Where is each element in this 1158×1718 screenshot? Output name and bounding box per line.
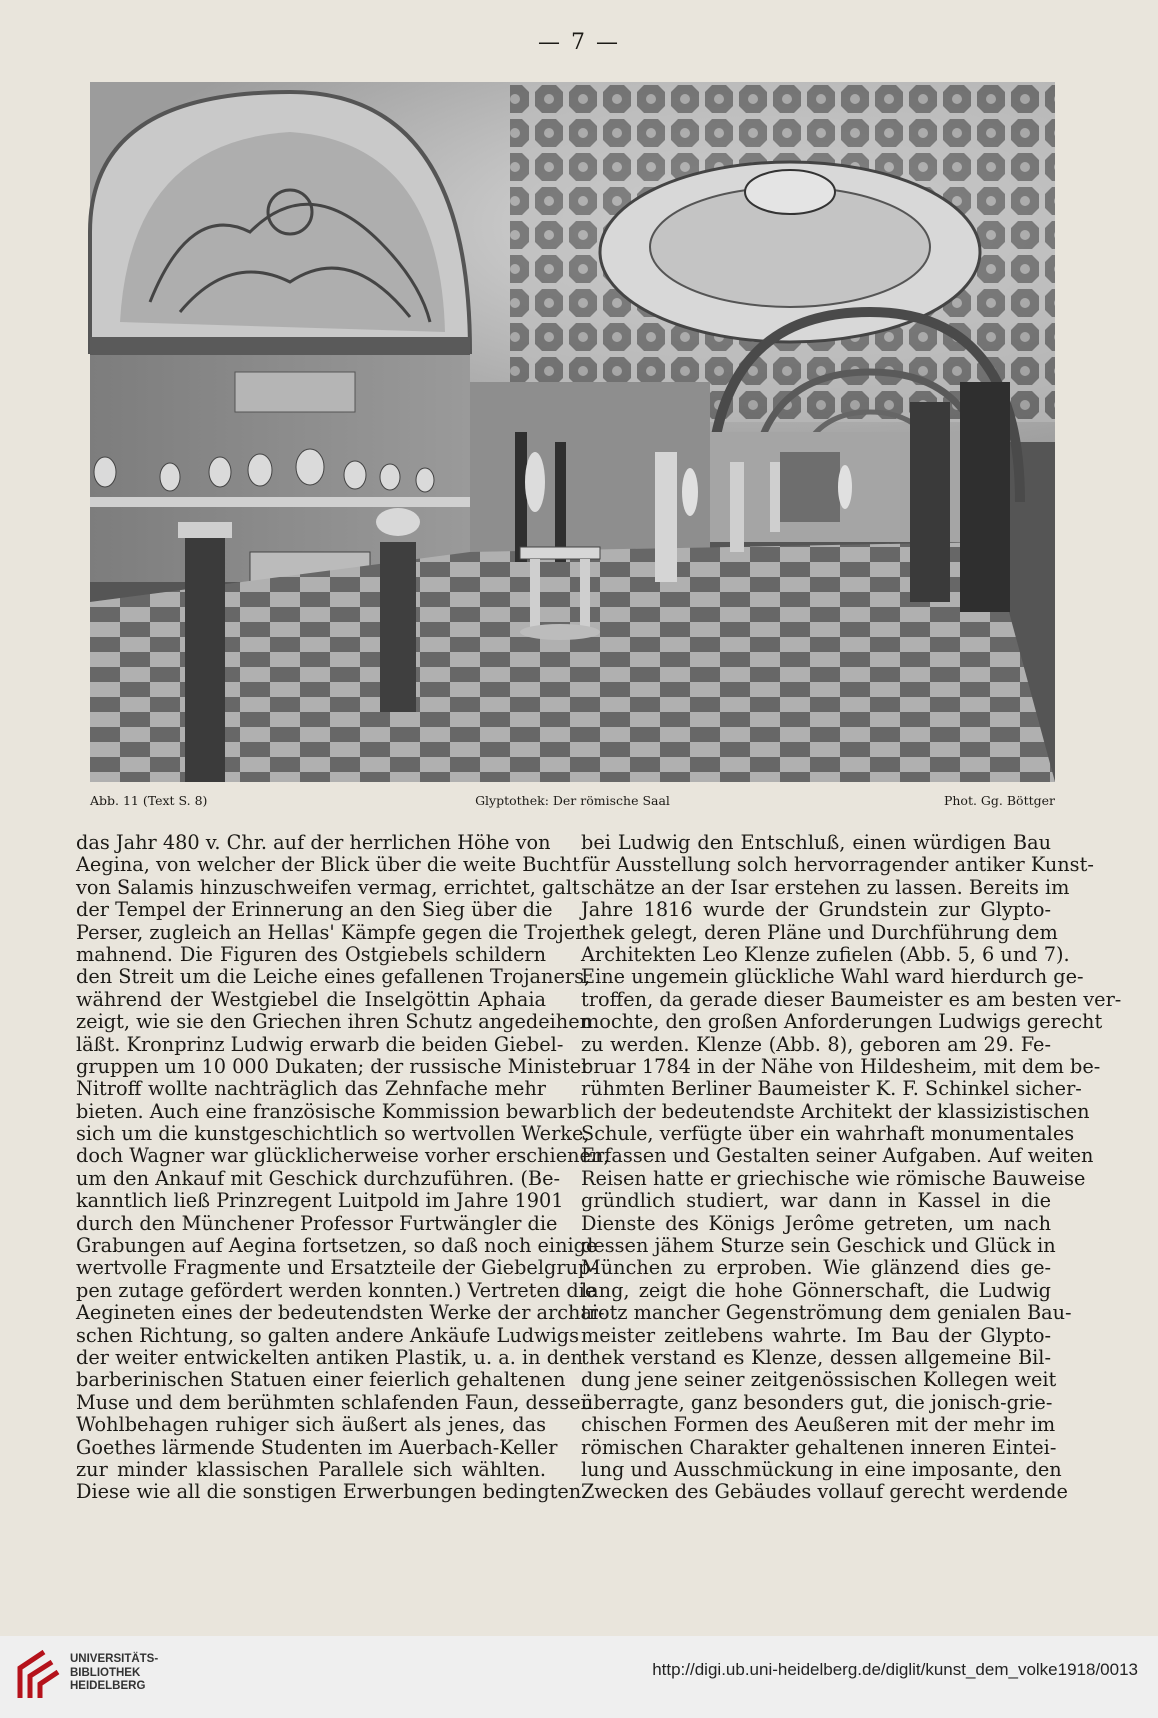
text-line: läßt. Kronprinz Ludwig erwarb die beiden Giebel- <box>76 1032 564 1056</box>
source-url[interactable]: http://digi.ub.uni-heidelberg.de/diglit/kunst_dem_volke1918/0013 <box>652 1660 1138 1679</box>
text-line: zeigt, wie sie den Griechen ihren Schutz angedeihen <box>76 1010 593 1034</box>
text-line: während der Westgiebel die Inselgöttin Aphaia <box>76 987 546 1011</box>
text-line: schen Richtung, so galten andere Ankäufe Ludwigs <box>76 1323 580 1347</box>
right-text-column <box>581 831 1122 1504</box>
text-line: mochte, den großen Anforderungen Ludwigs gerecht <box>581 1010 1103 1034</box>
text-line: lich der bedeutendste Architekt der klassizistischen <box>581 1099 1090 1123</box>
text-line: Aegineten eines der bedeutendsten Werke der archai- <box>76 1301 605 1325</box>
text-line: der weiter entwickelten antiken Plastik, u. a. in den <box>76 1345 583 1369</box>
text-line: schätze an der Isar erstehen zu lassen. Bereits im <box>581 875 1070 899</box>
text-line: München zu erproben. Wie glänzend dies ge- <box>581 1256 1051 1280</box>
text-line: Eine ungemein glückliche Wahl ward hierdurch ge- <box>581 965 1084 989</box>
text-line: Grabungen auf Aegina fortsetzen, so daß noch einige <box>76 1234 598 1258</box>
text-line: zu werden. Klenze (Abb. 8), geboren am 29. Fe- <box>581 1032 1051 1056</box>
text-line: bieten. Auch eine französische Kommission bewarb <box>76 1099 580 1123</box>
text-line: dessen jähem Sturze sein Geschick und Glück in <box>581 1234 1056 1258</box>
text-line: Schule, verfügte über ein wahrhaft monumentales <box>581 1122 1075 1146</box>
text-line: Wohlbehagen ruhiger sich äußert als jenes, das <box>76 1413 546 1437</box>
page-number: — 7 — <box>538 30 620 55</box>
text-line: rühmten Berliner Baumeister K. F. Schinkel sicher- <box>581 1077 1082 1101</box>
text-line: Nitroff wollte nachträglich das Zehnfache mehr <box>76 1077 546 1101</box>
text-line: bruar 1784 in der Nähe von Hildesheim, mit dem be- <box>581 1054 1101 1078</box>
text-line: Architekten Leo Klenze zufielen (Abb. 5, 6 und 7). <box>581 942 1070 966</box>
photo-credit: Phot. Gg. Böttger <box>943 793 1055 808</box>
text-line: dung jene seiner zeitgenössischen Kollegen weit <box>581 1368 1057 1392</box>
figure-title: Glyptothek: Der römische Saal <box>475 793 670 808</box>
text-line: Zwecken des Gebäudes vollauf gerecht werdende <box>581 1480 1068 1504</box>
text-line: durch den Münchener Professor Furtwängler die <box>76 1211 558 1235</box>
text-line: pen zutage gefördert werden konnten.) Vertreten die <box>76 1278 597 1302</box>
text-line: zur minder klassischen Parallele sich wählten. <box>76 1457 546 1481</box>
text-line: gründlich studiert, war dann in Kassel in die <box>581 1189 1051 1213</box>
text-line: den Streit um die Leiche eines gefallenen Trojaners, <box>76 965 591 989</box>
text-line: Muse und dem berühmten schlafenden Faun, dessen <box>76 1390 593 1414</box>
text-line: von Salamis hinzuschweifen vermag, errichtet, galt <box>76 875 580 899</box>
text-line: sich um die kunstgeschichtlich so wertvollen Werke, <box>76 1122 590 1146</box>
text-line: thek gelegt, deren Pläne und Durchführung dem <box>581 920 1058 944</box>
text-line: bei Ludwig den Entschluß, einen würdigen Bau <box>581 831 1051 854</box>
text-line: Aegina, von welcher der Blick über die weite Bucht <box>76 853 580 877</box>
text-line: römischen Charakter gehaltenen inneren Eintei- <box>581 1435 1057 1459</box>
text-line: Goethes lärmende Studenten im Auerbach-Keller <box>76 1435 558 1459</box>
text-line: mahnend. Die Figuren des Ostgiebels schildern <box>76 942 546 966</box>
figure-label: Abb. 11 (Text S. 8) <box>90 793 208 808</box>
text-line: wertvolle Fragmente und Ersatzteile der Giebelgrup- <box>76 1256 597 1280</box>
library-line: UNIVERSITÄTS- <box>70 1653 159 1665</box>
library-line: BIBLIOTHEK <box>70 1666 141 1679</box>
text-line: Perser, zugleich an Hellas' Kämpfe gegen die Trojer <box>76 920 585 944</box>
text-line: Jahre 1816 wurde der Grundstein zur Glypto- <box>581 898 1051 922</box>
text-line: Erfassen und Gestalten seiner Aufgaben. Auf weiten <box>581 1144 1094 1168</box>
text-line: der Tempel der Erinnerung an den Sieg über die <box>76 898 553 922</box>
text-line: lang, zeigt die hohe Gönnerschaft, die Ludwig <box>581 1278 1051 1302</box>
text-line: meister zeitlebens wahrte. Im Bau der Glypto- <box>581 1323 1051 1347</box>
gallery-photo <box>90 82 1055 782</box>
text-line: doch Wagner war glücklicherweise vorher erschienen, <box>76 1144 610 1168</box>
text-line: um den Ankauf mit Geschick durchzuführen. (Be- <box>76 1166 561 1190</box>
text-line: das Jahr 480 v. Chr. auf der herrlichen Höhe von <box>76 831 551 854</box>
text-line: Dienste des Königs Jerôme getreten, um nach <box>581 1211 1051 1235</box>
library-line: HEIDELBERG <box>70 1680 146 1692</box>
text-line: gruppen um 10 000 Dukaten; der russische Minister <box>76 1054 591 1078</box>
text-line: kanntlich ließ Prinzregent Luitpold im Jahre 1901 <box>76 1189 564 1213</box>
text-line: thek verstand es Klenze, dessen allgemeine Bil- <box>581 1345 1051 1369</box>
text-line: Diese wie all die sonstigen Erwerbungen bedingten <box>76 1480 582 1504</box>
digitization-footer <box>0 1636 1158 1718</box>
text-line: barberinischen Statuen einer feierlich gehaltenen <box>76 1368 566 1392</box>
text-line: troffen, da gerade dieser Baumeister es am besten ver- <box>581 987 1122 1011</box>
text-line: für Ausstellung solch hervorragender antiker Kunst- <box>581 853 1094 877</box>
figure-caption <box>90 790 1055 812</box>
text-line: überragte, ganz besonders gut, die jonisch-grie- <box>581 1390 1053 1414</box>
text-line: Reisen hatte er griechische wie römische Bauweise <box>581 1166 1086 1190</box>
heidelberg-library-logo-icon <box>14 1646 62 1704</box>
left-text-column <box>76 831 610 1504</box>
text-line: lung und Ausschmückung in eine imposante, den <box>581 1457 1062 1481</box>
text-line: trotz mancher Gegenströmung dem genialen Bau- <box>581 1301 1072 1325</box>
library-name <box>70 1653 158 1694</box>
text-line: chischen Formen des Aeußeren mit der mehr im <box>581 1413 1056 1437</box>
